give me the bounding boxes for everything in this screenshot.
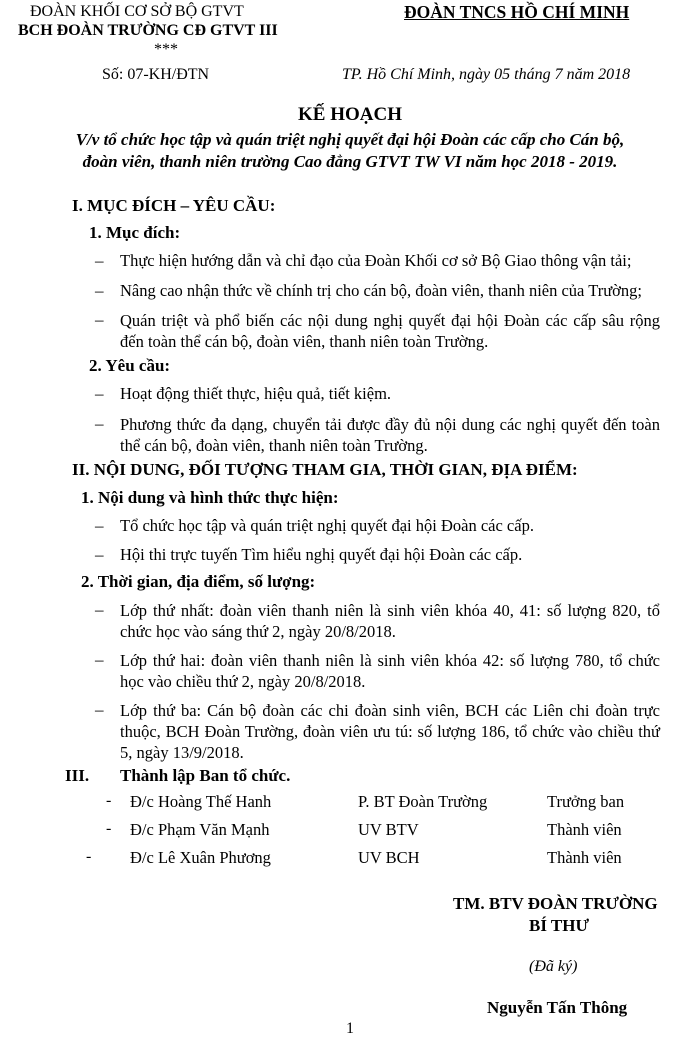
committee-member-position: UV BCH [358, 848, 420, 867]
document-title: KẾ HOẠCH [298, 104, 402, 125]
bullet-dash: – [95, 545, 104, 564]
section-1-2-heading: 2. Yêu cầu: [89, 356, 171, 375]
list-item: Hội thi trực tuyến Tìm hiểu nghị quyết đại hội Đoàn các cấp. [120, 545, 523, 564]
section-2-heading: II. NỘI DUNG, ĐỐI TƯỢNG THAM GIA, THỜI GIAN, ĐỊA ĐIỂM: [72, 460, 578, 479]
list-item: Phương thức đa dạng, chuyển tải được đầy đủ nội dung các nghị quyết đến toàn thể cán bộ, đoàn viên, thanh niên toàn Trường. [120, 415, 660, 455]
signature-title: TM. BTV ĐOÀN TRƯỜNG [453, 894, 658, 913]
header-stars: *** [154, 41, 178, 58]
document-number: Số: 07-KH/ĐTN [102, 66, 210, 83]
place-date: TP. Hồ Chí Minh, ngày 05 tháng 7 năm 2018 [342, 66, 631, 83]
committee-member-position: UV BTV [358, 820, 419, 839]
committee-member-role: Thành viên [547, 848, 622, 867]
list-item: Nâng cao nhận thức về chính trị cho cán bộ, đoàn viên, thanh niên của Trường; [120, 281, 642, 300]
list-item: Lớp thứ nhất: đoàn viên thanh niên là sinh viên khóa 40, 41: số lượng 820, tổ chức học vào sáng thứ 2, ngày 20/8/2018. [120, 601, 660, 641]
bullet-dash: – [95, 700, 104, 719]
bullet-dash: – [95, 650, 104, 669]
list-item: Tổ chức học tập và quán triệt nghị quyết đại hội Đoàn các cấp. [120, 516, 534, 535]
page-number: 1 [346, 1020, 354, 1037]
committee-member-role: Trưởng ban [547, 792, 625, 811]
bullet-dash: – [95, 516, 104, 535]
committee-member-role: Thành viên [547, 820, 622, 839]
document-subtitle-line-2: đoàn viên, thanh niên trường Cao đẳng GTVT TW VI năm học 2018 - 2019. [82, 152, 618, 171]
small-dash: - [86, 848, 92, 865]
section-3-heading: Thành lập Ban tổ chức. [120, 766, 291, 785]
signer-name: Nguyễn Tấn Thông [487, 998, 628, 1017]
list-item: Lớp thứ ba: Cán bộ đoàn các chi đoàn sinh viên, BCH các Liên chi đoàn trực thuộc, BCH Đoàn Trường, đoàn viên ưu tú: số lượng 186, tổ chức vào chiều thứ 5, ngày 13/9/2018. [120, 701, 660, 762]
small-dash: - [106, 792, 112, 809]
document-subtitle-line-1: V/v tổ chức học tập và quán triệt nghị quyết đại hội Đoàn các cấp cho Cán bộ, [75, 130, 625, 149]
section-2-2-heading: 2. Thời gian, địa điểm, số lượng: [81, 572, 316, 591]
bullet-dash: – [95, 384, 104, 403]
signed-note: (Đã ký) [529, 958, 578, 975]
committee-member-name: Đ/c Phạm Văn Mạnh [130, 820, 270, 839]
section-2-1-heading: 1. Nội dung và hình thức thực hiện: [81, 488, 339, 507]
header-right-title: ĐOÀN TNCS HỒ CHÍ MINH [404, 2, 630, 22]
bullet-dash: – [95, 310, 104, 329]
org-line-1: ĐOÀN KHỐI CƠ SỞ BỘ GTVT [30, 3, 244, 20]
committee-member-name: Đ/c Hoàng Thế Hanh [130, 792, 272, 811]
section-3-number: III. [65, 766, 90, 785]
bullet-dash: – [95, 281, 104, 300]
list-item: Quán triệt và phổ biến các nội dung nghị quyết đại hội Đoàn các cấp sâu rộng đến toàn thể cán bộ, đoàn viên, thanh niên toàn Trường. [120, 311, 660, 351]
signature-role: BÍ THƯ [529, 916, 589, 935]
org-line-2: BCH ĐOÀN TRƯỜNG CĐ GTVT III [18, 22, 278, 39]
bullet-dash: – [95, 600, 104, 619]
bullet-dash: – [95, 251, 104, 270]
committee-member-position: P. BT Đoàn Trường [358, 792, 488, 811]
section-1-heading: I. MỤC ĐÍCH – YÊU CẦU: [72, 196, 276, 215]
list-item: Thực hiện hướng dẫn và chỉ đạo của Đoàn Khối cơ sở Bộ Giao thông vận tải; [120, 251, 632, 270]
list-item: Lớp thứ hai: đoàn viên thanh niên là sinh viên khóa 42: số lượng 780, tổ chức học vào chiều thứ 2, ngày 20/8/2018. [120, 651, 660, 691]
section-1-1-heading: 1. Mục đích: [89, 223, 181, 242]
small-dash: - [106, 820, 112, 837]
list-item: Hoạt động thiết thực, hiệu quả, tiết kiệm. [120, 384, 392, 403]
committee-member-name: Đ/c Lê Xuân Phương [130, 848, 271, 867]
bullet-dash: – [95, 414, 104, 433]
